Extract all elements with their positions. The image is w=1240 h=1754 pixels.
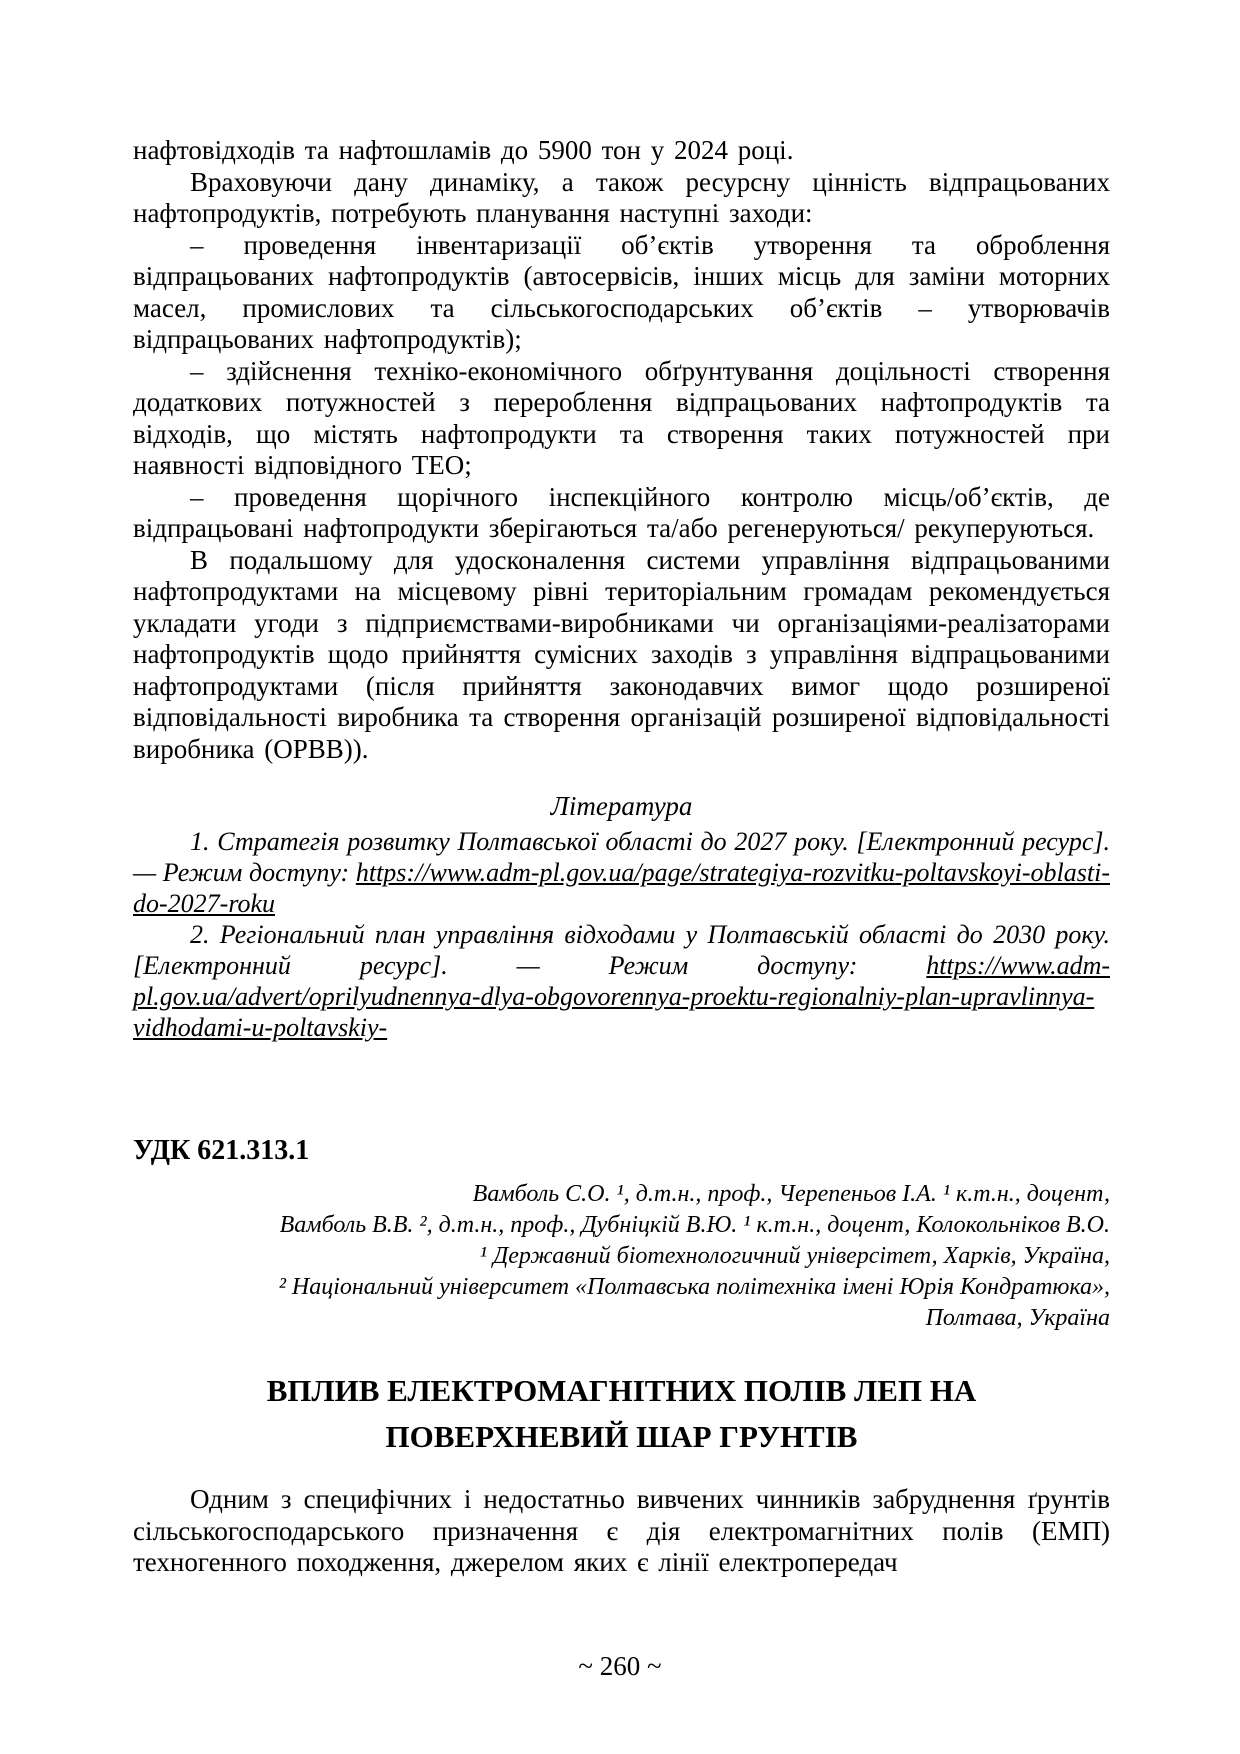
reference-text: 1. Стратегія розвитку Полтавської області до 2027 року. [Електронний ресурс]. — Режим доступу: xyxy=(133,827,1110,887)
author-line: Вамболь С.О. ¹, д.т.н., проф., Черепеньов І.А. ¹ к.т.н., доцент, xyxy=(472,1181,1110,1207)
main-text-block xyxy=(133,135,1110,765)
literature-section xyxy=(133,791,1110,1043)
next-article-header xyxy=(133,1135,1110,1579)
reference-link[interactable]: https://www.adm-pl.gov.ua/advert/oprilyudnennya-dlya-obgovorennya-proektu-regionalniy-plan-upravlinnya-vidhodami-u-poltavskiy- xyxy=(133,951,1110,1042)
page-number: ~ 260 ~ xyxy=(578,1651,662,1681)
list-item-dash: – проведення щорічного інспекційного контролю місць/об’єктів, де відпрацьовані нафтопродукти зберігаються та/або регенеруються/ рекуперуються. xyxy=(133,481,1110,543)
article-title: ВПЛИВ ЕЛЕКТРОМАГНІТНИХ ПОЛІВ ЛЕП НА ПОВЕРХНЕВИЙ ШАР ГРУНТІВ xyxy=(266,1373,977,1454)
paragraph: В подальшому для удосконалення системи управління відпрацьованими нафтопродуктами на місцевому рівні територіальним громадам рекомендується укладати угоди з підприємствами-виробниками чи організаціями-реалізаторами нафтопродуктів щодо прийняття сумісних заходів з управління відпрацьованими нафтопродуктами (після прийняття законодавчих вимог щодо розширеної відповідальності виробника та створення організацій розширеної відповідальності виробника (ОРВВ)). xyxy=(133,544,1110,764)
affiliation-line: Полтава, Україна xyxy=(925,1305,1110,1331)
list-item-dash: – здійснення техніко-економічного обґрунтування доцільності створення додаткових потужностей з перероблення відпрацьованих нафтопродуктів та відходів, що містять нафтопродукти та створення таких потужностей при наявності відповідного ТЕО; xyxy=(133,355,1110,480)
article-intro-paragraph: Одним з специфічних і недостатньо вивчених чинників забруднення ґрунтів сільськогосподарського призначення є дія електромагнітних полів (ЕМП) техногенного походження, джерелом яких є лінії електропередач xyxy=(133,1484,1110,1577)
list-item-dash: – проведення інвентаризації об’єктів утворення та оброблення відпрацьованих нафтопродуктів (автосервісів, інших місць для заміни моторних масел, промислових та сільськогосподарських об’єктів – утворювачів відпрацьованих нафтопродуктів); xyxy=(133,229,1110,354)
author-line: Вамболь В.В. ², д.т.н., проф., Дубніцкій В.Ю. ¹ к.т.н., доцент, Колокольніков В.О. xyxy=(279,1212,1110,1238)
reference-text: 2. Регіональний план управління відходами у Полтавській області до 2030 року. [Електронний ресурс]. — Режим доступу: xyxy=(133,920,1110,980)
literature-heading: Література xyxy=(550,791,693,821)
reference-item xyxy=(133,826,1110,919)
paragraph-continuation: нафтовідходів та нафтошламів до 5900 тон у 2024 році. xyxy=(133,135,794,165)
reference-link[interactable]: https://www.adm-pl.gov.ua/page/strategiya-rozvitku-poltavskoyi-oblasti-do-2027-roku xyxy=(133,858,1110,918)
authors-block xyxy=(133,1179,1110,1334)
udc-code: УДК 621.313.1 xyxy=(133,1135,310,1166)
affiliation-line: ¹ Державний біотехнологичний універсітет, Харків, Україна, xyxy=(479,1243,1110,1269)
affiliation-line: ² Національний університет «Полтавська політехніка імені Юрія Кондратюка», xyxy=(278,1274,1110,1300)
paragraph: Враховуючи дану динаміку, а також ресурсну цінність відпрацьованих нафтопродуктів, потребують планування наступні заходи: xyxy=(133,166,1110,228)
reference-item xyxy=(133,919,1110,1043)
